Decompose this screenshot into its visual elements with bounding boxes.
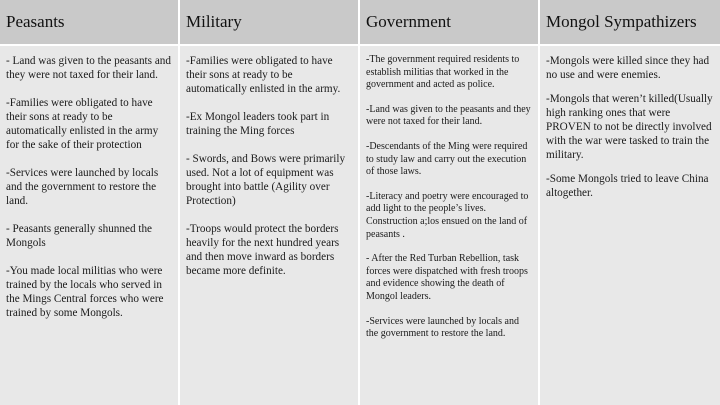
list-item: -Services were launched by locals and the government to restore the land. bbox=[6, 167, 159, 207]
list-item: -Families were obligated to have their sons at ready to be automatically enlisted in the army for the sake of their protection bbox=[6, 97, 159, 151]
column-body bbox=[180, 46, 358, 405]
list-item: -Some Mongols tried to leave China altogether. bbox=[546, 173, 709, 199]
list-item: -Mongols that weren’t killed(Usually high ranking ones that were PROVEN to not be directly involved with the war were tasked to train the military. bbox=[546, 93, 713, 161]
list-item: -Descendants of the Ming were required to study law and carry out the execution of those laws. bbox=[366, 140, 528, 178]
list-item: - After the Red Turban Rebellion, task forces were dispatched with fresh troops and evidence showing the death of Mongol leaders. bbox=[366, 253, 528, 302]
list-item: -The government required residents to establish militias that worked in the government and acted as police. bbox=[366, 54, 520, 91]
list-item: -Families were obligated to have their sons at ready to be automatically enlisted in the army. bbox=[186, 55, 341, 95]
column-body bbox=[0, 46, 178, 405]
column-military bbox=[180, 0, 358, 405]
column-body bbox=[360, 46, 538, 405]
list-item: -Ex Mongol leaders took part in training the Ming forces bbox=[186, 111, 330, 137]
column-header: Mongol Sympathizers bbox=[540, 0, 720, 44]
column-peasants bbox=[0, 0, 178, 405]
list-item: -Land was given to the peasants and they were not taxed for their land. bbox=[366, 103, 531, 128]
column-header: Military bbox=[180, 0, 358, 44]
list-item: - Land was given to the peasants and they were not taxed for their land. bbox=[6, 55, 171, 81]
list-item: -You made local militias who were trained by the locals who served in the Mings Central forces who were trained by some Mongols. bbox=[6, 265, 164, 319]
column-mongol-sympathizers bbox=[540, 0, 720, 405]
list-item: -Literacy and poetry were encouraged to add light to the people’s lives. Construction a;los ensued on the land of peasants . bbox=[366, 190, 529, 240]
list-item: -Troops would protect the borders heavily for the next hundred years and then move inward as borders became more definite. bbox=[186, 223, 340, 277]
column-government bbox=[360, 0, 538, 405]
list-item: -Mongols were killed since they had no use and were enemies. bbox=[546, 55, 710, 81]
list-item: - Swords, and Bows were primarily used. Not a lot of equipment was brought into battle (Agility over Protection) bbox=[186, 153, 346, 207]
list-item: - Peasants generally shunned the Mongols bbox=[6, 223, 153, 249]
column-body bbox=[540, 46, 720, 405]
list-item: -Services were launched by locals and the government to restore the land. bbox=[366, 315, 519, 340]
column-header: Government bbox=[360, 0, 538, 44]
column-header: Peasants bbox=[0, 0, 178, 44]
